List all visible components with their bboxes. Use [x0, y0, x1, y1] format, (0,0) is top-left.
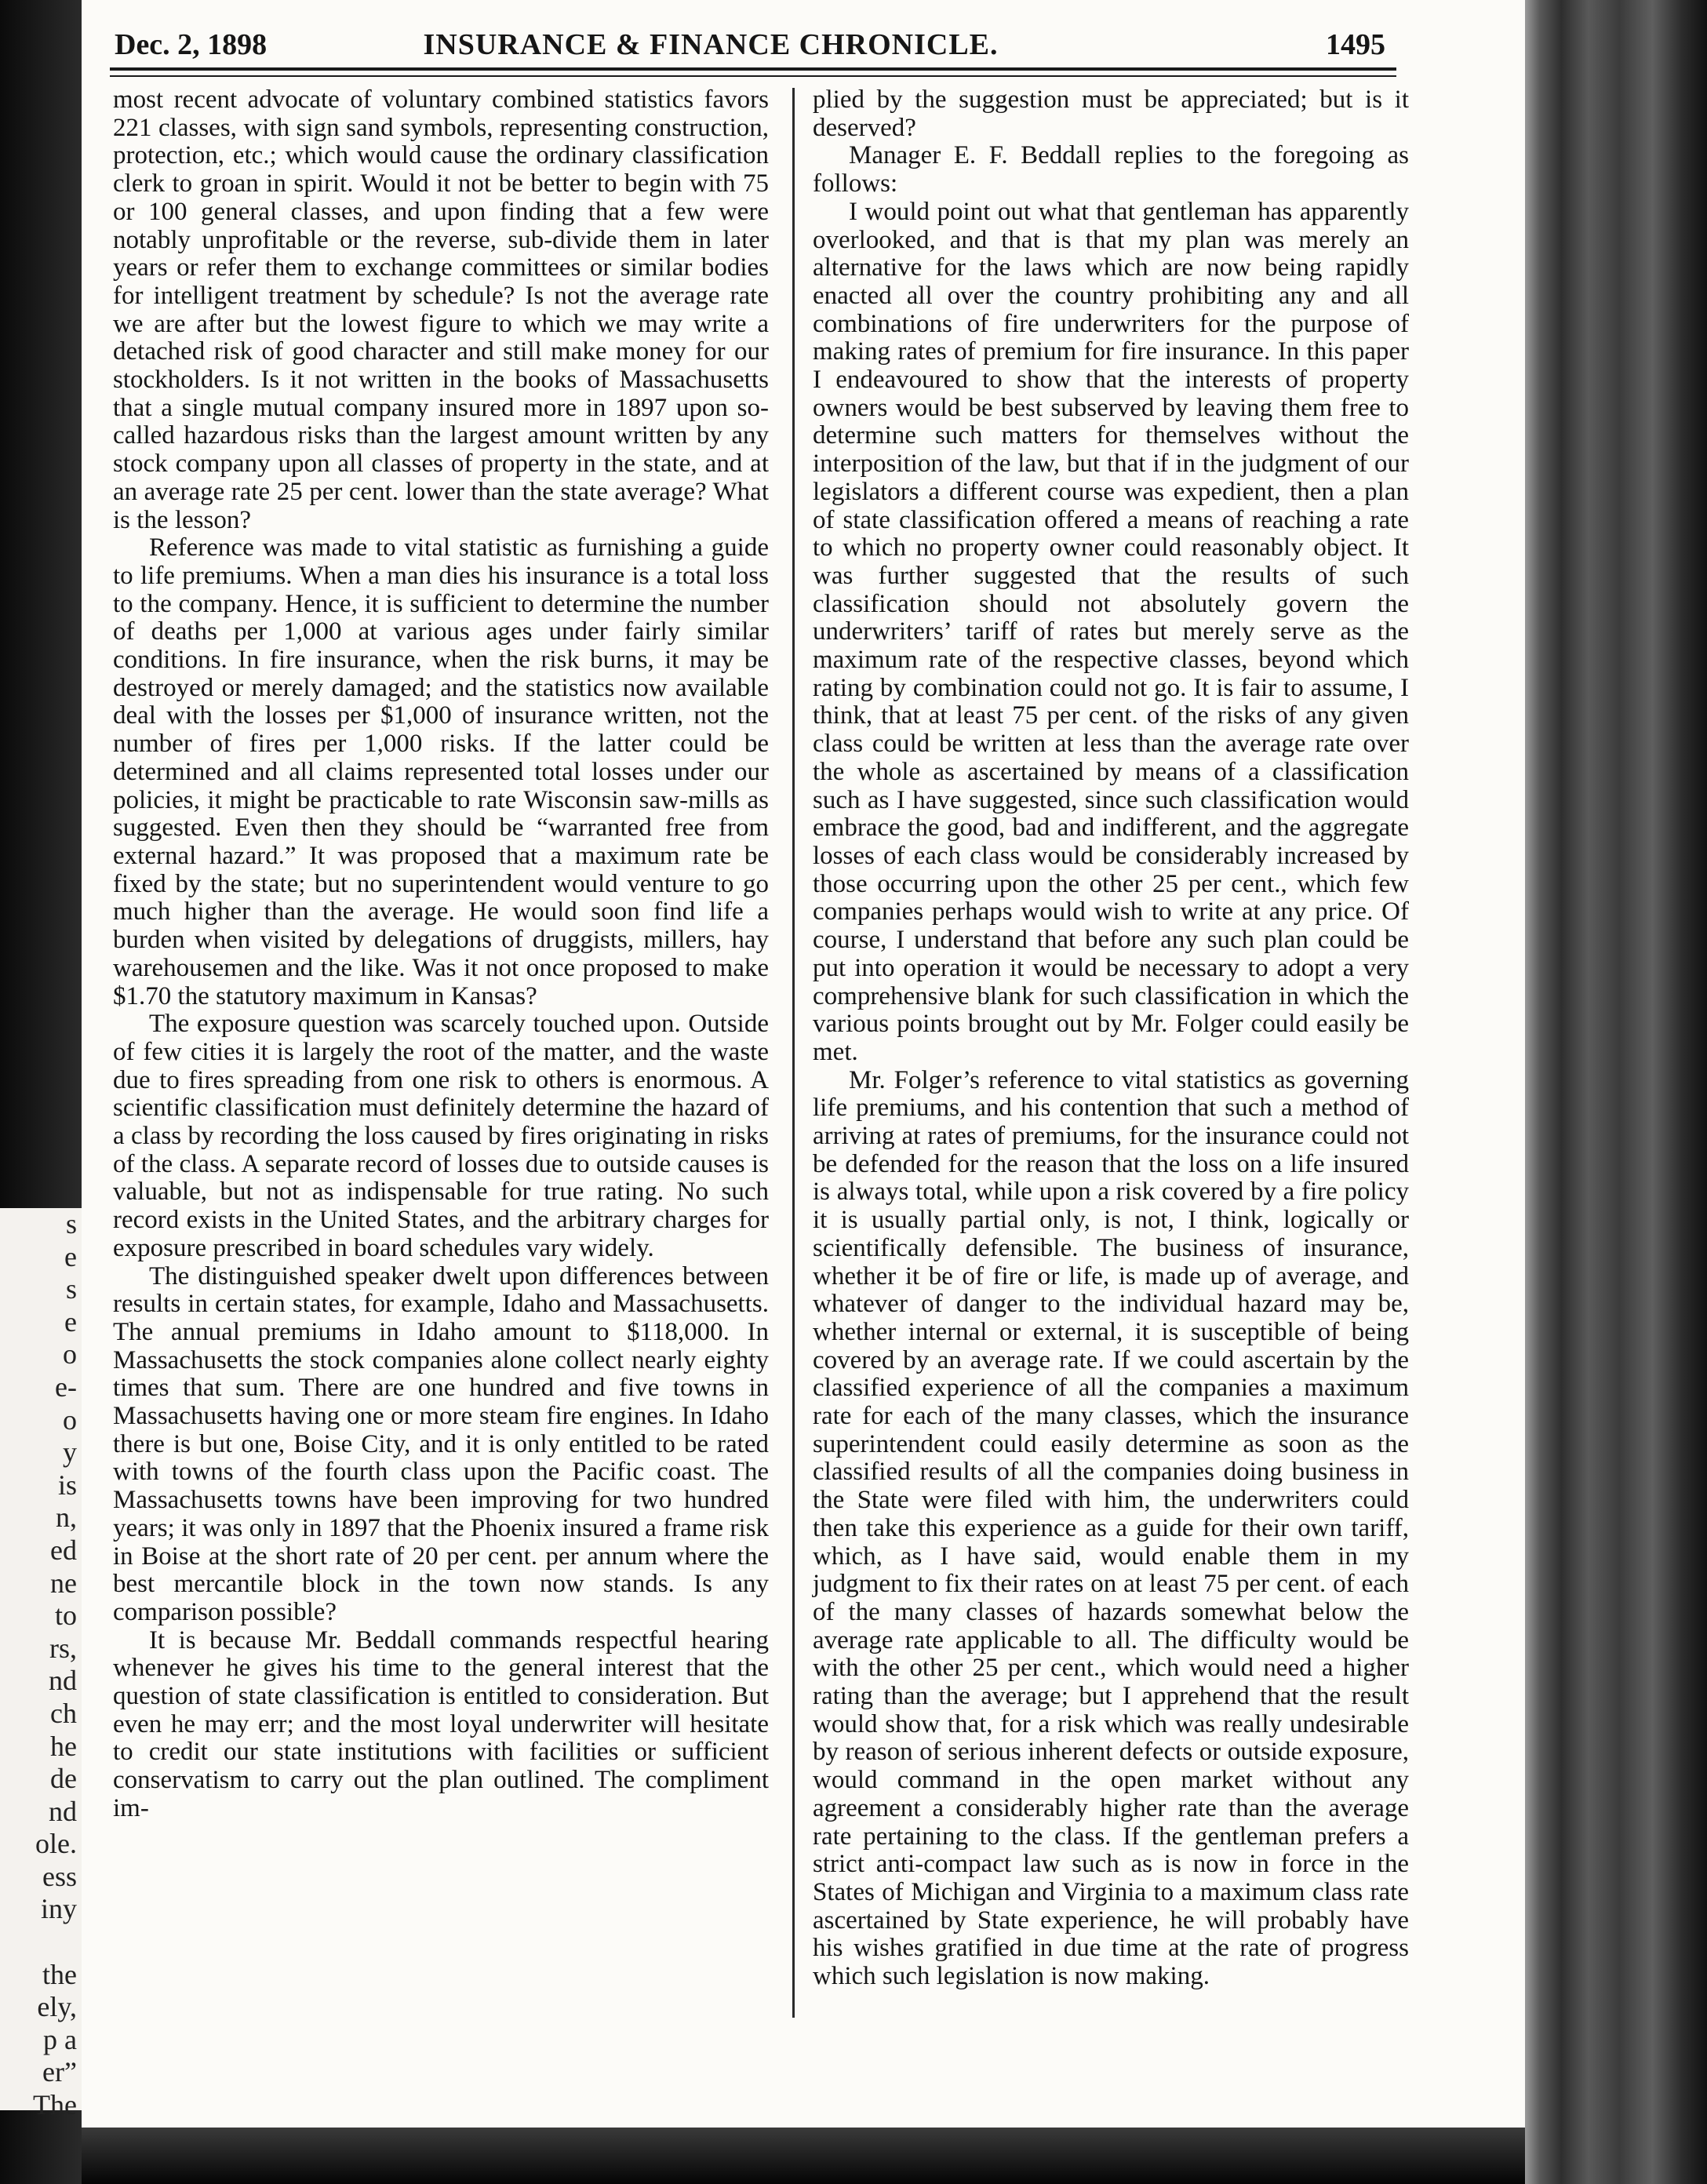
adjacent-page-fragment: s [65, 1273, 77, 1305]
adjacent-page-fragment: s [65, 1208, 77, 1239]
adjacent-page-fragment: is [57, 1469, 77, 1501]
adjacent-page-fragment: The [33, 2089, 77, 2121]
adjacent-page-fragment: ch [50, 1697, 77, 1729]
adjacent-page-fragment: ess [42, 1860, 77, 1892]
adjacent-page-fragment: o [63, 1403, 77, 1436]
article-paragraph: Reference was made to vital statistic as furnishing a guide to life premiums. When a man dies his insurance is a total loss to the company. Hence, it is sufficient to determine the number of deaths per 1,000 at various ages under fairly similar conditions. In fire insurance, when the risk burns, it may be destroyed or merely damaged; and the statistics now available deal with the losses per $1,000 of insurance written, not the number of fires per 1,000 risks. If the latter could be determined and all claims represented total losses under our policies, it might be practicable to rate Wisconsin saw-mills as suggested. Even then they should be “warranted free from external hazard.” It was proposed that a maximum rate be fixed by the state; but no superintendent would venture to go much higher than the average. He would soon find life a burden when visited by delegations of druggists, millers, hay warehousemen and the like. Was it not once proposed to make $1.70 the statutory maximum in Kansas? [113, 533, 769, 1010]
adjacent-page-fragment: p a [43, 2023, 77, 2055]
adjacent-page-fragment: ne [50, 1567, 77, 1599]
article-paragraph: It is because Mr. Beddall commands respectful hearing whenever he gives his time to the general interest that the question of state classification is entitled to consideration. But even he may err; and the most loyal underwriter will hesitate to credit our state institutions with facilities or sufficient conservatism to carry out the plan outlined. The compliment im- [113, 1625, 769, 1822]
article-paragraph: The distinguished speaker dwelt upon differences between results in certain states, for example, Idaho and Massachusetts. The annual premiums in Idaho amount to $118,000. In Massachusetts the stock companies alone collect nearly eighty times that sum. There are one hundred and five towns in Massachusetts having one or more steam fire engines. In Idaho there is but one, Boise City, and it is only entitled to be rated with towns of the fourth class upon the Pacific coast. The Massachusetts towns have been improving for two hundred years; it was only in 1897 that the Phoenix insured a frame risk in Boise at the short rate of 20 per cent. per annum where the best mercantile block in the town now stands. Is any comparison possible? [113, 1261, 769, 1626]
page-header [115, 27, 1385, 64]
adjacent-page-fragment: rs, [49, 1632, 77, 1664]
adjacent-page-fragment: nd [49, 1665, 77, 1697]
article-paragraph: plied by the suggestion must be appreciated; but is it deserved? [813, 86, 1409, 142]
adjacent-page-strip [0, 1208, 86, 2121]
adjacent-page-fragment: er” [42, 2056, 77, 2088]
publication-title: INSURANCE & FINANCE CHRONICLE. [423, 28, 999, 61]
header-double-rule [110, 67, 1396, 77]
left-article-column [113, 86, 769, 1823]
column-divider-rule [792, 88, 795, 2018]
article-paragraph: The exposure question was scarcely touched upon. Outside of few cities it is largely the root of the matter, and the waste due to fires spreading from one risk to others is enormous. A scientific classification must definitely determine the hazard of a class by recording the loss caused by fires originating in risks of the class. A separate record of losses due to outside causes is valuable, but not as indispensable for true rating. No such record exists in the United States, and the arbitrary charges for exposure prescribed in board schedules vary widely. [113, 1010, 769, 1262]
adjacent-page-fragment: nd [49, 1795, 77, 1827]
adjacent-page-fragment: e [64, 1305, 77, 1338]
scan-book-edge-right [1525, 0, 1707, 2184]
adjacent-page-fragment: the [42, 1958, 77, 1990]
adjacent-page-fragment: ed [50, 1534, 77, 1566]
adjacent-page-fragment: o [63, 1338, 77, 1370]
adjacent-page-fragment: n, [56, 1502, 77, 1534]
adjacent-page-fragment: ely, [37, 1991, 77, 2023]
scan-dark-bottom-edge [82, 2128, 1525, 2184]
adjacent-page-fragment: de [50, 1763, 77, 1795]
article-paragraph: I would point out what that gentleman has apparently overlooked, and that is that my plan was merely an alternative for the laws which are now being rapidly enacted all over the country prohibiting any and all combinations of fire underwriters for the purpose of making rates of premium for fire insurance. In this paper I endeavoured to show that the interests of property owners would be best subserved by leaving them free to determine such matters for themselves without the interposition of the law, but that if in the judgment of our legislators a different course was expedient, then a plan of state classification offered a means of reaching a rate to which no property owner could reasonably object. It was further suggested that the results of such classification should not absolutely govern the underwriters’ tariff of rates but merely serve as the maximum rate of the respective classes, beyond which rating by combination could not go. It is fair to assume, I think, that at least 75 per cent. of the risks of any given class could be written at less than the average rate over the whole as ascertained by means of a classification such as I have suggested, since such classification would embrace the good, bad and indifferent, and the aggregate losses of each class would be considerably increased by those occurring upon the other 25 per cent., which few companies perhaps would wish to write at any price. Of course, I understand that before any such plan could be put into operation it would be necessary to adopt a very comprehensive blank for such classification in which the various points brought out by Mr. Folger could easily be met. [813, 197, 1409, 1066]
adjacent-page-fragment: he [50, 1730, 77, 1762]
article-paragraph: Mr. Folger’s reference to vital statistics as governing life premiums, and his contention that such a method of arriving at rates of premiums, for the insurance could not be defended for the reason that the loss on a life insured is always total, while upon a risk covered by a fire policy it is usually partial only, is not, I think, logically or scientifically defensible. The business of insurance, whether it be of fire or life, is made up of average, and whatever of danger to the individual hazard may be, whether internal or external, it is susceptible of being covered by an average rate. If we could ascertain by the classified experience of all the companies a maximum rate for each of the many classes, which the insurance superintendent could easily determine as soon as the classified results of all the companies doing business in the State were filed with him, the underwriters could then take this experience as a guide for their own tariff, which, as I have said, would enable them in my judgment to fix their rates on at least 75 per cent. of each of the many classes of hazards somewhat below the average rate applicable to all. The difficulty would be with the other 25 per cent., which would need a higher rating than the average; but I apprehend that the result would show that, for a risk which was really undesirable by reason of serious inherent defects or outside exposure, would command in the open market without any agreement a considerably higher rate than the average rate pertaining to the class. If the gentleman prefers a strict anti-compact law such as is now in force in the States of Michigan and Virginia to a maximum class rate ascertained by State experience, he will probably have his wishes gratified in due time at the rate of progress which such legislation is now making. [813, 1065, 1409, 1991]
adjacent-page-fragment: to [54, 1600, 77, 1632]
adjacent-page-fragment [0, 1926, 86, 1959]
adjacent-page-fragment: e- [55, 1370, 77, 1403]
adjacent-page-fragment: y [63, 1436, 77, 1469]
page-number: 1495 [1326, 28, 1385, 61]
right-article-column [813, 86, 1409, 1991]
article-paragraph-reply-intro: Manager E. F. Beddall replies to the foregoing as follows: [813, 141, 1409, 198]
header-date: Dec. 2, 1898 [115, 28, 268, 61]
adjacent-page-fragment: e [64, 1240, 77, 1272]
article-paragraph: most recent advocate of voluntary combined statistics favors 221 classes, with sign sand symbols, representing construction, protection, etc.; which would cause the ordinary classification clerk to groan in spirit. Would it not be better to begin with 75 or 100 general classes, and upon finding that a few were notably unprofitable or the reverse, sub-divide them in later years or refer them to exchange committees or similar bodies for intelligent treatment by schedule? Is not the average rate we are after but the lowest figure to which we may write a detached risk of good character and still make money for our stockholders. Is it not written in the books of Massachusetts that a single mutual company insured more in 1897 upon so-called hazardous risks than the largest amount written by any stock company upon all classes of property in the state, and at an average rate 25 per cent. lower than the state average? What is the lesson? [113, 86, 769, 534]
adjacent-page-fragment: ole. [35, 1828, 77, 1860]
adjacent-page-fragment: iny [40, 1893, 77, 1925]
